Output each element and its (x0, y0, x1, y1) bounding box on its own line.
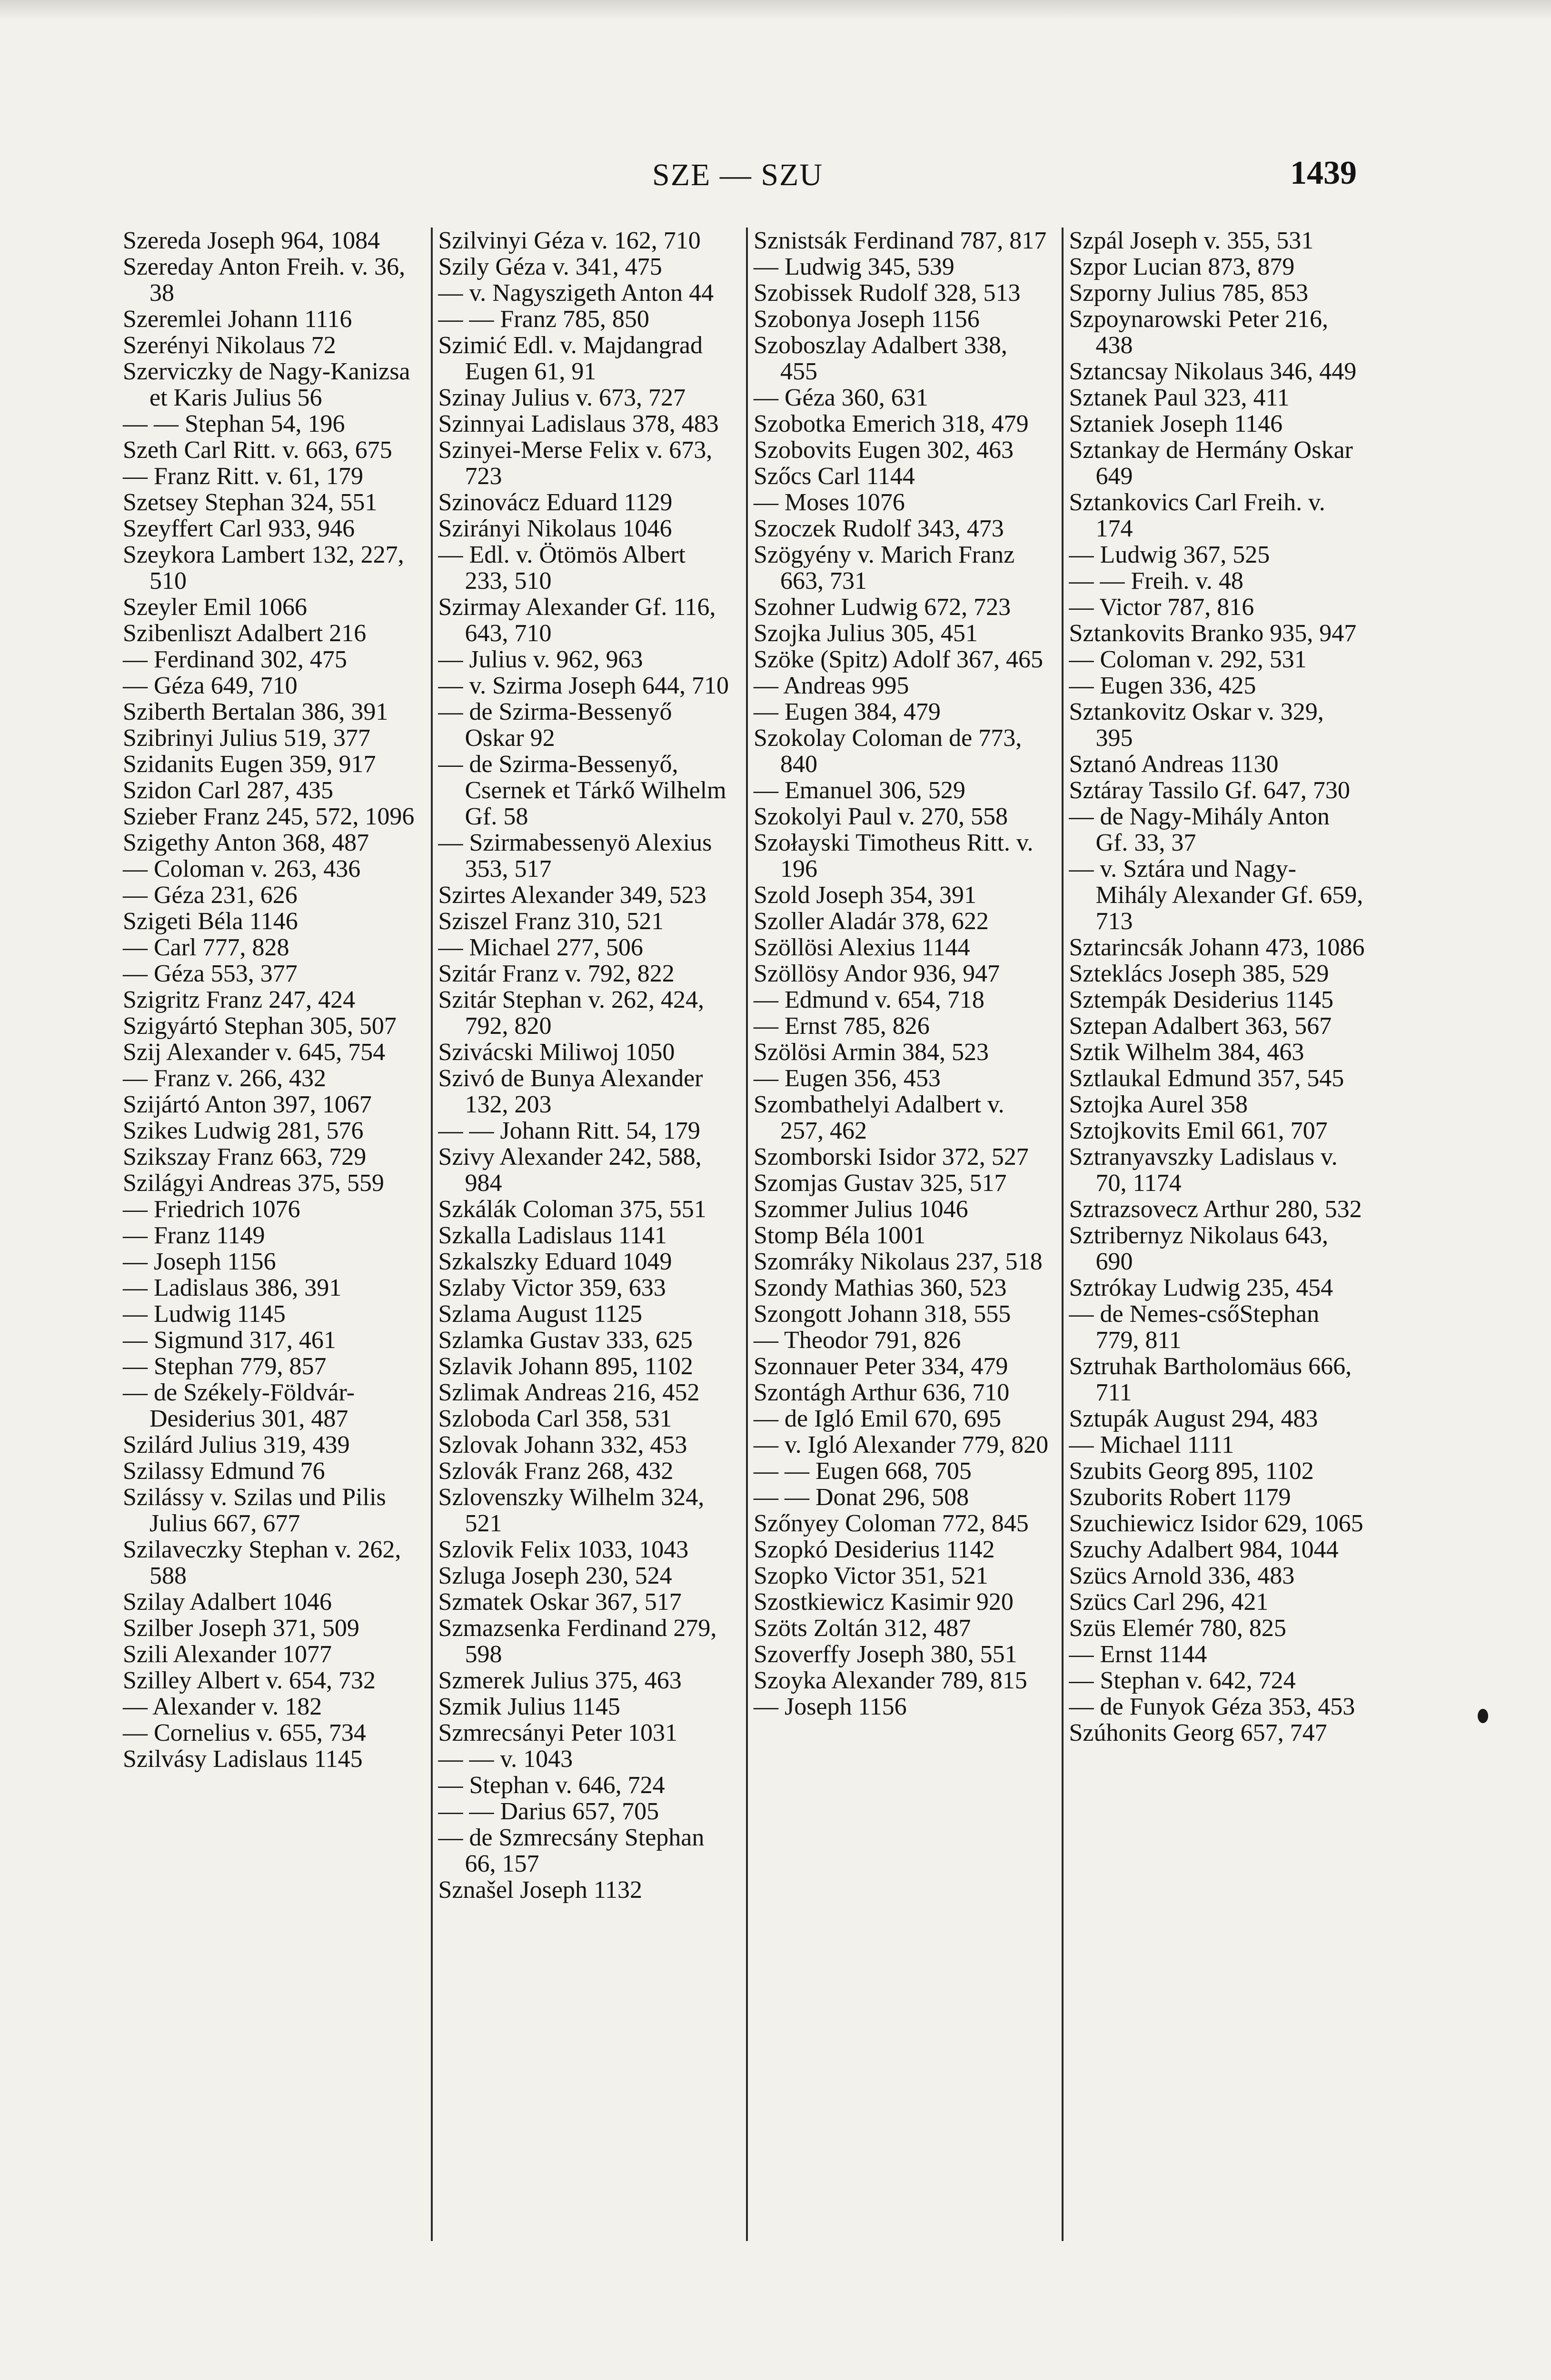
index-entry: Szobotka Emerich 318, 479 (754, 410, 1029, 437)
index-entry: Szivácski Miliwoj 1050 (438, 1039, 675, 1066)
index-entry: Szuborits Robert 1179 (1069, 1484, 1291, 1511)
index-entry: Szobonya Joseph 1156 (754, 306, 980, 333)
index-entry: Szilaveczky Stephan v. 262, 588 (123, 1536, 408, 1589)
index-entry: Szerviczky de Nagy-Kanizsa et Karis Julius 56 (123, 358, 417, 411)
index-entry: Szili Alexander 1077 (123, 1641, 332, 1668)
index-entry: Szidanits Eugen 359, 917 (123, 751, 376, 778)
index-entry: Szondy Mathias 360, 523 (754, 1274, 1007, 1301)
index-column-1 (117, 228, 431, 2241)
index-entry: — v. Nagyszigeth Anton 44 (438, 279, 714, 307)
ink-spot (1478, 1709, 1488, 1723)
index-entry: Sztojka Aurel 358 (1069, 1091, 1248, 1118)
index-entry: Szinay Julius v. 673, 727 (438, 384, 686, 411)
index-entry: Szlovenszky Wilhelm 324, 521 (438, 1484, 711, 1537)
index-entry: Szilvásy Ladislaus 1145 (123, 1745, 363, 1773)
index-entry: Sztrókay Ludwig 235, 454 (1069, 1274, 1333, 1301)
index-entry: Szilay Adalbert 1046 (123, 1588, 332, 1616)
index-entry: Szőcs Carl 1144 (754, 463, 915, 490)
index-entry: Szobovits Eugen 302, 463 (754, 436, 1014, 464)
index-entry: Szúhonits Georg 657, 747 (1069, 1719, 1327, 1746)
index-entry: Szirányi Nikolaus 1046 (438, 515, 672, 542)
index-entry: Szobissek Rudolf 328, 513 (754, 279, 1021, 307)
index-entry: Szimić Edl. v. Majdangrad Eugen 61, 91 (438, 332, 709, 385)
index-entry: Szibenliszt Adalbert 216 (123, 620, 367, 647)
index-entry: — — Donat 296, 508 (754, 1484, 969, 1511)
index-entry: — Andreas 995 (754, 672, 909, 699)
index-entry: Stomp Béla 1001 (754, 1222, 926, 1249)
index-entry: Szomjas Gustav 325, 517 (754, 1170, 1007, 1197)
index-entry: — de Szirma-Bessenyő Oskar 92 (438, 698, 678, 752)
index-entry: — Theodor 791, 826 (754, 1327, 961, 1354)
index-entry: Szigritz Franz 247, 424 (123, 986, 356, 1013)
index-entry: — Eugen 356, 453 (754, 1065, 941, 1092)
index-entry: Szopkó Desiderius 1142 (754, 1536, 995, 1563)
index-entry: Szirmay Alexander Gf. 116, 643, 710 (438, 594, 722, 647)
index-entry: Szpor Lucian 873, 879 (1069, 253, 1295, 280)
index-entry: Szokolyi Paul v. 270, 558 (754, 803, 1008, 830)
index-entry: Szeth Carl Ritt. v. 663, 675 (123, 436, 392, 464)
index-entry: Szidon Carl 287, 435 (123, 777, 333, 804)
index-entry: Szibrinyi Julius 519, 377 (123, 724, 371, 752)
index-entry: Szkálák Coloman 375, 551 (438, 1196, 706, 1223)
index-entry: — de Igló Emil 670, 695 (754, 1405, 1001, 1432)
index-entry: — Victor 787, 816 (1069, 594, 1254, 621)
index-entry: Sztrazsovecz Arthur 280, 532 (1069, 1196, 1362, 1223)
index-entry: Szilássy v. Szilas und Pilis Julius 667, 677 (123, 1484, 392, 1537)
index-entry: — Edl. v. Ötömös Albert 233, 510 (438, 541, 692, 595)
index-entry: — Stephan 779, 857 (123, 1353, 327, 1380)
index-entry: Sztik Wilhelm 384, 463 (1069, 1039, 1304, 1066)
index-entry: — Géza 649, 710 (123, 672, 298, 699)
index-entry: Szpál Joseph v. 355, 531 (1069, 228, 1314, 254)
index-entry: — de Szirma-Bessenyő, Csernek et Tárkő Wilhelm Gf. 58 (438, 751, 733, 830)
index-entry: Szoboszlay Adalbert 338, 455 (754, 332, 1014, 385)
index-entry: Szikszay Franz 663, 729 (123, 1143, 367, 1170)
index-entry: — Ernst 1144 (1069, 1641, 1207, 1668)
index-entry: Sztankovits Branko 935, 947 (1069, 620, 1357, 647)
index-entry: Sztanó Andreas 1130 (1069, 751, 1279, 778)
index-entry: Sztankay de Hermány Oskar 649 (1069, 436, 1359, 490)
index-entry: — de Nemes-csőStephan 779, 811 (1069, 1300, 1326, 1354)
index-entry: — Joseph 1156 (123, 1248, 276, 1275)
index-entry: — Emanuel 306, 529 (754, 777, 965, 804)
page-edge-shadow (0, 0, 1551, 20)
index-entry: Szetsey Stephan 324, 551 (123, 489, 378, 516)
index-entry: — Ludwig 367, 525 (1069, 541, 1270, 568)
index-entry: Szkalszky Eduard 1049 (438, 1248, 672, 1275)
index-entry: Szoller Aladár 378, 622 (754, 908, 989, 935)
index-entry: — Carl 777, 828 (123, 934, 289, 961)
index-entry: — Ernst 785, 826 (754, 1012, 930, 1040)
index-entry: Szöllösi Alexius 1144 (754, 934, 970, 961)
index-entry: — de Székely-Földvár-Desiderius 301, 487 (123, 1379, 355, 1432)
index-entry: Sztancsay Nikolaus 346, 449 (1069, 358, 1357, 385)
index-entry: — Franz 1149 (123, 1222, 265, 1249)
index-column-4 (1062, 228, 1377, 2241)
index-entry: Szivy Alexander 242, 588, 984 (438, 1143, 708, 1197)
index-entry: Sztupák August 294, 483 (1069, 1405, 1318, 1432)
index-entry: — Coloman v. 263, 436 (123, 855, 361, 883)
index-entry: — — Franz 785, 850 (438, 306, 649, 333)
index-entry: Sztáray Tassilo Gf. 647, 730 (1069, 777, 1350, 804)
index-entry: Szold Joseph 354, 391 (754, 882, 976, 909)
index-entry: Szigethy Anton 368, 487 (123, 829, 369, 856)
index-entry: Szilley Albert v. 654, 732 (123, 1667, 376, 1694)
index-entry: Szoyka Alexander 789, 815 (754, 1667, 1027, 1694)
index-entry: — Stephan v. 642, 724 (1069, 1667, 1296, 1694)
index-entry: Szloboda Carl 358, 531 (438, 1405, 672, 1432)
index-entry: Szlama August 1125 (438, 1300, 642, 1328)
index-entry: — Alexander v. 182 (123, 1693, 322, 1720)
index-entry: Szij Alexander v. 645, 754 (123, 1039, 386, 1066)
index-entry: Szohner Ludwig 672, 723 (754, 594, 1011, 621)
index-entry: — — Freih. v. 48 (1069, 567, 1243, 595)
index-entry: Szokolay Coloman de 773, 840 (754, 724, 1028, 778)
index-entry: Sztankovics Carl Freih. v. 174 (1069, 489, 1332, 542)
index-entry: Sztaniek Joseph 1146 (1069, 410, 1283, 437)
index-entry: Szijártó Anton 397, 1067 (123, 1091, 372, 1118)
index-entry: Szluga Joseph 230, 524 (438, 1562, 672, 1589)
index-entry: Szmatek Oskar 367, 517 (438, 1588, 682, 1616)
index-column-3 (746, 228, 1062, 2241)
index-entry: — Joseph 1156 (754, 1693, 907, 1720)
index-entry: Szücs Carl 296, 421 (1069, 1588, 1269, 1616)
index-entry: Szily Géza v. 341, 475 (438, 253, 662, 280)
index-entry: Szonnauer Peter 334, 479 (754, 1353, 1008, 1380)
index-entry: Szerényi Nikolaus 72 (123, 332, 336, 359)
index-entry: Szmazsenka Ferdinand 279, 598 (438, 1615, 723, 1668)
index-entry: Szőnyey Coloman 772, 845 (754, 1510, 1029, 1537)
index-entry: Szilágyi Andreas 375, 559 (123, 1170, 384, 1197)
index-entry: Szpoynarowski Peter 216, 438 (1069, 306, 1334, 359)
index-entry: Sztribernyz Nikolaus 643, 690 (1069, 1222, 1334, 1275)
index-entry: — Moses 1076 (754, 489, 905, 516)
index-entry: Szöts Zoltán 312, 487 (754, 1615, 971, 1642)
index-entry: — Ferdinand 302, 475 (123, 646, 347, 673)
index-entry: Sztranyavszky Ladislaus v. 70, 1174 (1069, 1143, 1344, 1197)
index-entry: Szlavik Johann 895, 1102 (438, 1353, 693, 1380)
index-entry: Szteklács Joseph 385, 529 (1069, 960, 1329, 987)
index-entry: — Ludwig 345, 539 (754, 253, 954, 280)
index-entry: Szereda Joseph 964, 1084 (123, 228, 380, 254)
index-entry: Szomborski Isidor 372, 527 (754, 1143, 1029, 1170)
running-head: SZE — SZU (652, 158, 824, 192)
index-entry: — Géza 553, 377 (123, 960, 298, 987)
index-entry: Szöke (Spitz) Adolf 367, 465 (754, 646, 1044, 673)
index-entry: — Coloman v. 292, 531 (1069, 646, 1307, 673)
index-entry: Sztlaukal Edmund 357, 545 (1069, 1065, 1344, 1092)
index-entry: Szlamka Gustav 333, 625 (438, 1327, 693, 1354)
index-entry: Szommer Julius 1046 (754, 1196, 968, 1223)
index-entry: — v. Sztára und Nagy-Mihály Alexander Gf. 659, 713 (1069, 855, 1370, 935)
index-entry: — v. Szirma Joseph 644, 710 (438, 672, 729, 699)
index-entry: — de Nagy-Mihály Anton Gf. 33, 37 (1069, 803, 1336, 856)
index-entry: Sztojkovits Emil 661, 707 (1069, 1117, 1328, 1144)
index-entry: Szivó de Bunya Alexander 132, 203 (438, 1065, 709, 1118)
index-entry: Szoverffy Joseph 380, 551 (754, 1641, 1017, 1668)
index-entry: — Eugen 384, 479 (754, 698, 941, 725)
index-entry: Szopko Victor 351, 521 (754, 1562, 988, 1589)
index-entry: — Cornelius v. 655, 734 (123, 1719, 366, 1746)
index-entry: Szereday Anton Freih. v. 36, 38 (123, 253, 412, 307)
index-entry: Szporny Julius 785, 853 (1069, 279, 1309, 307)
index-entry: Szöllösy Andor 936, 947 (754, 960, 1000, 987)
index-entry: — — Darius 657, 705 (438, 1798, 659, 1825)
index-entry: Szölösi Armin 384, 523 (754, 1039, 989, 1066)
index-entry: — Szirmabessenyö Alexius 353, 517 (438, 829, 718, 883)
index-entry: Szeyffert Carl 933, 946 (123, 515, 355, 542)
index-entry: Szlaby Victor 359, 633 (438, 1274, 666, 1301)
index-entry: Szostkiewicz Kasimir 920 (754, 1588, 1014, 1616)
index-entry: Szubits Georg 895, 1102 (1069, 1458, 1314, 1485)
index-entry: — Edmund v. 654, 718 (754, 986, 984, 1013)
index-entry: Szinyei-Merse Felix v. 673, 723 (438, 436, 719, 490)
index-entry: — Stephan v. 646, 724 (438, 1772, 665, 1799)
index-entry: Szinovácz Eduard 1129 (438, 489, 673, 516)
page-number: 1439 (1290, 155, 1357, 191)
index-entry: — Ladislaus 386, 391 (123, 1274, 342, 1301)
index-entry: Szkalla Ladislaus 1141 (438, 1222, 667, 1249)
index-entry: Szuchy Adalbert 984, 1044 (1069, 1536, 1339, 1563)
index-entry: Szücs Arnold 336, 483 (1069, 1562, 1295, 1589)
index-entry: Szlimak Andreas 216, 452 (438, 1379, 700, 1406)
index-entry: Szitár Stephan v. 262, 424, 792, 820 (438, 986, 710, 1040)
index-entry: — de Szmrecsány Stephan 66, 157 (438, 1824, 711, 1877)
index-entry: Sziberth Bertalan 386, 391 (123, 698, 388, 725)
index-entry: Szilber Joseph 371, 509 (123, 1615, 359, 1642)
index-entry: Szieber Franz 245, 572, 1096 (123, 803, 415, 830)
index-entry: — Sigmund 317, 461 (123, 1327, 336, 1354)
index-entry: Szeyler Emil 1066 (123, 594, 308, 621)
index-entry: Szigeti Béla 1146 (123, 908, 298, 935)
index-entry: Sztarincsák Johann 473, 1086 (1069, 934, 1365, 961)
index-entry: Szinnyai Ladislaus 378, 483 (438, 410, 719, 437)
index-entry: — — Stephan 54, 196 (123, 410, 345, 437)
index-entry: — Franz Ritt. v. 61, 179 (123, 463, 364, 490)
index-entry: — Géza 360, 631 (754, 384, 928, 411)
index-entry: Szeykora Lambert 132, 227, 510 (123, 541, 410, 595)
index-entry: — Franz v. 266, 432 (123, 1065, 327, 1092)
index-entry: Szojka Julius 305, 451 (754, 620, 978, 647)
index-entry: — — Johann Ritt. 54, 179 (438, 1117, 700, 1144)
index-entry: — Michael 1111 (1069, 1431, 1234, 1458)
index-entry: Sziszel Franz 310, 521 (438, 908, 664, 935)
index-entry: Szołayski Timotheus Ritt. v. 196 (754, 829, 1040, 883)
index-entry: Szuchiewicz Isidor 629, 1065 (1069, 1510, 1363, 1537)
index-entry: Szilvinyi Géza v. 162, 710 (438, 228, 701, 254)
index-entry: Sztempák Desiderius 1145 (1069, 986, 1334, 1013)
index-columns (117, 228, 1377, 2241)
index-entry: Szirtes Alexander 349, 523 (438, 882, 706, 909)
index-entry: Szlovak Johann 332, 453 (438, 1431, 687, 1458)
index-entry: — Julius v. 962, 963 (438, 646, 643, 673)
index-entry: Szomráky Nikolaus 237, 518 (754, 1248, 1043, 1275)
index-entry: Szontágh Arthur 636, 710 (754, 1379, 1010, 1406)
index-entry: — — Eugen 668, 705 (754, 1458, 972, 1485)
index-entry: — de Funyok Géza 353, 453 (1069, 1693, 1355, 1720)
index-entry: Szilassy Edmund 76 (123, 1458, 325, 1485)
index-entry: — Friedrich 1076 (123, 1196, 300, 1223)
index-column-2 (431, 228, 746, 2241)
index-entry: Sztruhak Bartholomäus 666, 711 (1069, 1353, 1358, 1406)
index-entry: Szögyény v. Marich Franz 663, 731 (754, 541, 1021, 595)
index-entry: — Géza 231, 626 (123, 882, 298, 909)
index-entry: Szikes Ludwig 281, 576 (123, 1117, 364, 1144)
index-entry: Sztepan Adalbert 363, 567 (1069, 1012, 1332, 1040)
index-entry: Szmik Julius 1145 (438, 1693, 620, 1720)
index-entry: Szombathelyi Adalbert v. 257, 462 (754, 1091, 1011, 1144)
index-entry: Sztankovitz Oskar v. 329, 395 (1069, 698, 1330, 752)
index-entry: Szüs Elemér 780, 825 (1069, 1615, 1286, 1642)
index-entry: Sznistsák Ferdinand 787, 817 (754, 228, 1047, 254)
index-entry: Szigyártó Stephan 305, 507 (123, 1012, 397, 1040)
index-entry: Szmrecsányi Peter 1031 (438, 1719, 678, 1746)
index-entry: Szilárd Julius 319, 439 (123, 1431, 350, 1458)
index-entry: — — v. 1043 (438, 1745, 573, 1773)
index-entry: Szitár Franz v. 792, 822 (438, 960, 675, 987)
index-entry: Sznašel Joseph 1132 (438, 1876, 642, 1904)
index-entry: Szoczek Rudolf 343, 473 (754, 515, 1004, 542)
index-entry: Szongott Johann 318, 555 (754, 1300, 1011, 1328)
index-entry: Szlovik Felix 1033, 1043 (438, 1536, 689, 1563)
index-entry: Szlovák Franz 268, 432 (438, 1458, 674, 1485)
index-entry: — Ludwig 1145 (123, 1300, 286, 1328)
index-entry: Szmerek Julius 375, 463 (438, 1667, 682, 1694)
index-entry: — Michael 277, 506 (438, 934, 643, 961)
index-entry: — v. Igló Alexander 779, 820 (754, 1431, 1049, 1458)
index-entry: Szeremlei Johann 1116 (123, 306, 352, 333)
index-entry: Sztanek Paul 323, 411 (1069, 384, 1290, 411)
page-header (0, 151, 1551, 204)
index-entry: — Eugen 336, 425 (1069, 672, 1256, 699)
